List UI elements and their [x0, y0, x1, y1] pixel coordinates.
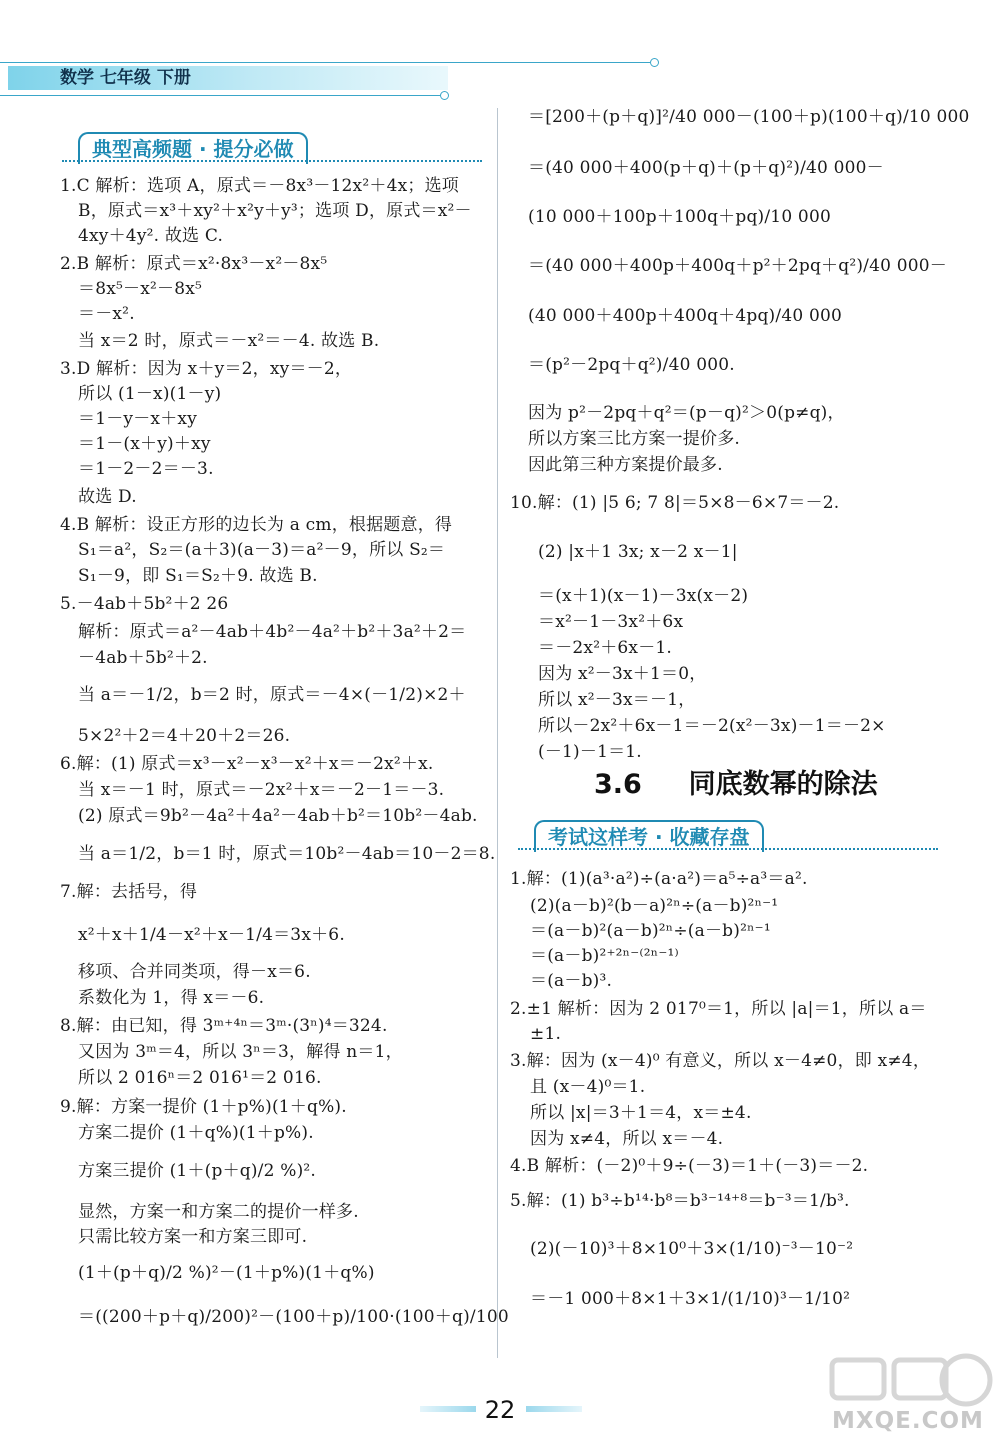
left-line: B，原式＝x³＋xy²＋x²y＋y³；选项 D，原式＝x²－	[78, 201, 472, 221]
right-line: 因为 p²－2pq＋q²＝(p－q)²＞0(p≠q)，	[528, 403, 845, 423]
left-line: 2.B 解析：原式＝x²·8x³－x²－8x⁵	[60, 254, 328, 274]
section-tag-rule	[62, 160, 482, 162]
section-tag-rule	[518, 848, 938, 850]
right-line: ＝(40 000＋400(p＋q)＋(p＋q)²)/40 000－	[528, 158, 884, 178]
running-header-title: 数学 七年级 下册	[60, 68, 191, 88]
left-line: (1＋(p＋q)/2 %)²－(1＋p%)(1＋q%)	[78, 1263, 375, 1283]
left-line: ＝8x⁵－x²－8x⁵	[78, 279, 203, 299]
right-line: (10 000＋100p＋100q＋pq)/10 000	[528, 207, 831, 227]
right-line: 5.解：(1) b³÷b¹⁴·b⁸＝b³⁻¹⁴⁺⁸＝b⁻³＝1/b³.	[510, 1191, 850, 1211]
right-line: 因为 x²－3x＋1＝0，	[538, 664, 707, 684]
left-line: x²＋x＋1/4－x²＋x－1/4＝3x＋6.	[78, 925, 345, 945]
left-line: 当 x＝2 时，原式＝－x²＝－4. 故选 B.	[78, 331, 380, 351]
right-line: 所以－2x²＋6x－1＝－2(x²－3x)－1＝－2×	[538, 716, 886, 736]
right-line: (－1)－1＝1.	[538, 742, 642, 762]
header-rule-dot	[440, 91, 449, 100]
right-line: ＝(a－b)³.	[530, 971, 613, 991]
left-line: S₁－9，即 S₁＝S₂＋9. 故选 B.	[78, 566, 318, 586]
left-line: 方案三提价 (1＋(p＋q)/2 %)².	[78, 1161, 317, 1181]
page-number: 22	[484, 1396, 516, 1424]
left-line: 所以 2 016ⁿ＝2 016¹＝2 016.	[78, 1068, 322, 1088]
left-line: (2) 原式＝9b²－4a²＋4a²－4ab＋b²＝10b²－4ab.	[78, 806, 478, 826]
right-line: ＝(x＋1)(x－1)－3x(x－2)	[538, 586, 749, 606]
left-line: 6.解：(1) 原式＝x³－x²－x³－x²＋x＝－2x²＋x.	[60, 754, 434, 774]
left-line: 当 a＝1/2，b＝1 时，原式＝10b²－4ab＝10－2＝8.	[78, 844, 496, 864]
left-line: 方案二提价 (1＋q%)(1＋p%).	[78, 1123, 314, 1143]
left-line: 4xy＋4y². 故选 C.	[78, 226, 224, 246]
left-line: 3.D 解析：因为 x＋y＝2，xy＝－2，	[60, 359, 353, 379]
left-line: －4ab＋5b²＋2.	[78, 648, 208, 668]
right-line: 因为 x≠4，所以 x＝－4.	[530, 1129, 724, 1149]
section-tag-right: 考试这样考 · 收藏存盘	[534, 820, 764, 852]
left-line: 系数化为 1，得 x＝－6.	[78, 988, 265, 1008]
page-number-decoration	[526, 1406, 582, 1412]
header-rule-top	[0, 62, 650, 63]
right-line: 且 (x－4)⁰＝1.	[530, 1077, 646, 1097]
right-line: ＝－2x²＋6x－1.	[538, 638, 673, 658]
left-line: ＝1－(x＋y)＋xy	[78, 434, 211, 454]
watermark-logo	[826, 1352, 994, 1438]
right-line: 所以 x²－3x＝－1，	[538, 690, 696, 710]
section-heading-number: 3.6	[594, 769, 642, 800]
right-line: ＝(a－b)²⁺²ⁿ⁻⁽²ⁿ⁻¹⁾	[530, 946, 679, 966]
left-line: 解析：原式＝a²－4ab＋4b²－4a²＋b²＋3a²＋2＝	[78, 622, 467, 642]
header-rule-bottom	[0, 95, 440, 96]
left-line: 当 x＝－1 时，原式＝－2x²＋x＝－2－1＝－3.	[78, 780, 445, 800]
watermark-text: MXQE.COM	[832, 1408, 984, 1434]
left-line: S₁＝a²，S₂＝(a＋3)(a－3)＝a²－9，所以 S₂＝	[78, 540, 446, 560]
left-line: 9.解：方案一提价 (1＋p%)(1＋q%).	[60, 1097, 347, 1117]
right-line: 因此第三种方案提价最多.	[528, 455, 723, 475]
page-number-decoration	[420, 1406, 476, 1412]
right-line: 2.±1 解析：因为 2 017⁰＝1，所以 |a|＝1，所以 a＝	[510, 999, 927, 1019]
left-line: ＝((200＋p＋q)/200)²－(100＋p)/100·(100＋q)/100	[78, 1307, 509, 1327]
right-line: 所以 |x|＝3＋1＝4，x＝±4.	[530, 1103, 752, 1123]
right-line: (2)(a－b)²(b－a)²ⁿ÷(a－b)²ⁿ⁻¹	[530, 896, 779, 916]
left-line: 只需比较方案一和方案三即可.	[78, 1227, 308, 1247]
right-line: ＝(p²－2pq＋q²)/40 000.	[528, 355, 735, 375]
right-line: 10.解：(1) |5 6; 7 8|＝5×8－6×7＝－2.	[510, 493, 840, 513]
section-tag-left: 典型高频题 · 提分必做	[78, 132, 308, 164]
right-line: 所以方案三比方案一提价多.	[528, 429, 741, 449]
column-divider	[497, 108, 498, 1358]
right-line: ±1.	[530, 1024, 562, 1044]
left-line: 5×2²＋2＝4＋20＋2＝26.	[78, 726, 291, 746]
left-line: 故选 D.	[78, 487, 137, 507]
left-line: ＝－x².	[78, 304, 135, 324]
right-line: (2)(－10)³＋8×10⁰＋3×(1/10)⁻³－10⁻²	[530, 1239, 854, 1259]
right-line: 1.解：(1)(a³·a²)÷(a·a²)＝a⁵÷a³＝a².	[510, 869, 808, 889]
left-line: 8.解：由已知，得 3ᵐ⁺⁴ⁿ＝3ᵐ·(3ⁿ)⁴＝324.	[60, 1016, 388, 1036]
left-line: ＝1－2－2＝－3.	[78, 459, 214, 479]
right-line: ＝－1 000＋8×1＋3×1/(1/10)³－1/10²	[530, 1289, 851, 1309]
left-line: 显然，方案一和方案二的提价一样多.	[78, 1202, 359, 1222]
header-rule-dot	[650, 58, 659, 67]
left-line: 当 a＝－1/2，b＝2 时，原式＝－4×(－1/2)×2＋	[78, 685, 466, 705]
section-heading	[594, 762, 878, 801]
left-line: 又因为 3ᵐ＝4，所以 3ⁿ＝3，解得 n＝1，	[78, 1042, 403, 1062]
watermark-badge-icon	[826, 1352, 994, 1412]
right-line: (2) |x＋1 3x; x－2 x－1|	[538, 542, 738, 562]
right-line: ＝(a－b)²(a－b)²ⁿ÷(a－b)²ⁿ⁻¹	[530, 921, 771, 941]
left-line: 4.B 解析：设正方形的边长为 a cm，根据题意，得	[60, 515, 453, 535]
right-line: 4.B 解析：(－2)⁰＋9÷(－3)＝1＋(－3)＝－2.	[510, 1156, 869, 1176]
left-line: 1.C 解析：选项 A，原式＝－8x³－12x²＋4x；选项	[60, 176, 459, 196]
left-line: 7.解：去括号，得	[60, 882, 198, 902]
left-line: 5.－4ab＋5b²＋2 26	[60, 594, 229, 614]
left-line: 移项、合并同类项，得－x＝6.	[78, 962, 311, 982]
right-line: ＝[200＋(p＋q)]²/40 000－(100＋p)(100＋q)/10 000	[528, 107, 970, 127]
right-line: (40 000＋400p＋400q＋4pq)/40 000	[528, 306, 842, 326]
right-line: ＝(40 000＋400p＋400q＋p²＋2pq＋q²)/40 000－	[528, 256, 947, 276]
left-line: 所以 (1－x)(1－y)	[78, 384, 222, 404]
right-line: 3.解：因为 (x－4)⁰ 有意义，所以 x－4≠0，即 x≠4，	[510, 1051, 931, 1071]
left-line: ＝1－y－x＋xy	[78, 409, 197, 429]
section-heading-title: 同底数幂的除法	[688, 769, 878, 800]
right-line: ＝x²－1－3x²＋6x	[538, 612, 684, 632]
